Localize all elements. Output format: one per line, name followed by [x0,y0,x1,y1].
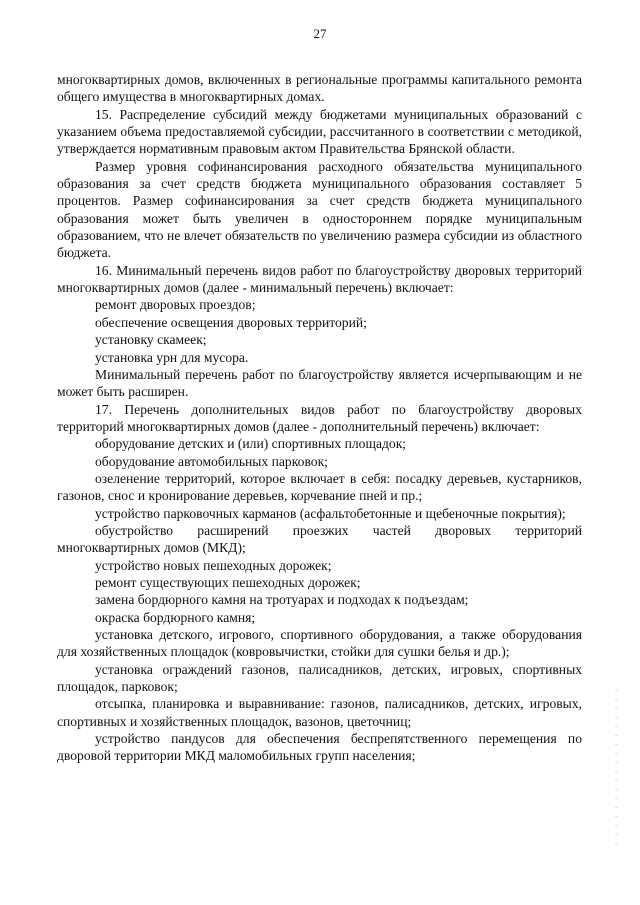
list-item: установка ограждений газонов, палисадников, детских, игровых, спортивных площадок, парковок; [57,661,582,695]
list-item: установку скамеек; [95,332,207,348]
paragraph-item-16: 16. Минимальный перечень видов работ по благоустройству дворовых территорий многоквартирных домов (далее - минимальный перечень) включает: [57,262,582,296]
list-item: обустройство расширений проезжих частей дворовых территорий многоквартирных домов (МКД); [57,522,582,556]
list-item: устройство пандусов для обеспечения беспрепятственного перемещения по дворовой территории МКД маломобильных групп населения; [57,731,582,764]
page-number: 27 [313,26,327,41]
list-item: установка урн для мусора. [95,349,249,365]
list-item: отсыпка, планировка и выравнивание: газонов, палисадников, детских, игровых, спортивных и хозяйственных площадок, вазонов, цветочниц; [57,696,582,729]
list-item: устройство новых пешеходных дорожек; [95,557,332,573]
paragraph-item-15: 15. Распределение субсидий между бюджетами муниципальных образований с указанием объема предоставляемой субсидии, рассчитанного в соответствии с методикой, утверждается нормативным правовым актом Правительства Брянской области. [57,106,582,157]
list-item: устройство парковочных карманов (асфальтобетонные и щебеночные покрытия); [95,505,566,521]
list-item: озеленение территорий, которое включает в себя: посадку деревьев, кустарников, газонов, снос и кронирование деревьев, корчевание пней и пр.; [57,470,582,504]
list-item: оборудование автомобильных парковок; [95,453,328,469]
scan-edge-marks [615,690,618,850]
paragraph: Минимальный перечень работ по благоустройству является исчерпывающим и не может быть расширен. [57,366,582,400]
list-item: ремонт дворовых проездов; [95,297,256,313]
paragraph-item-17: 17. Перечень дополнительных видов работ по благоустройству дворовых территорий многоквартирных домов (далее - дополнительный перечень) включает: [57,401,582,434]
list-item: окраска бордюрного камня; [95,609,256,625]
paragraph-cofinancing: Размер уровня софинансирования расходного обязательства муниципального образования за счет средств бюджета муниципального образования составляет 5 процентов. Размер софинансирования за счет средств бюджета муниципального образования может быть увеличен в одностороннем порядке муниципальным образованием, что не влечет обязательств по увеличению размера субсидии из областного бюджета. [57,158,582,261]
list-item: оборудование детских и (или) спортивных площадок; [95,436,407,452]
list-item: замена бордюрного камня на тротуарах и подходах к подъездам; [95,592,469,608]
list-item: ремонт существующих пешеходных дорожек; [95,574,361,590]
paragraph: многоквартирных домов, включенных в региональные программы капитального ремонта общего имущества в многоквартирных домах. [57,72,582,105]
document-body [57,71,582,765]
list-item: обеспечение освещения дворовых территорий; [95,314,367,330]
list-item: установка детского, игрового, спортивного оборудования, а также оборудования для хозяйственных площадок (ковровычистки, стойки для сушки белья и др.); [57,627,582,660]
